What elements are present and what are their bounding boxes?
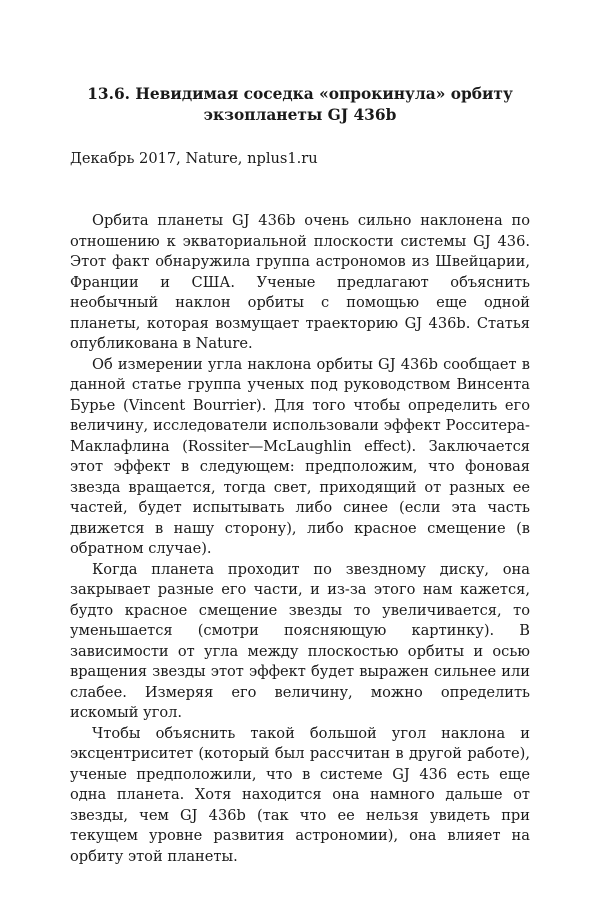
- article-title-line-1: 13.6. Невидимая соседка «опрокинула» орбиту: [87, 85, 513, 103]
- article-title: [70, 84, 530, 126]
- paragraph-3: Когда планета проходит по звездному диску, она закрывает разные его части, и из-за этого нам кажется, будто красное смещение звезды то увеличивается, то уменьшается (смотри поясняющую картинку). В зависимости от угла между плоскостью орбиты и осью вращения звезды этот эффект будет выражен сильнее или слабее. Измеряя его величину, можно определить искомый угол.: [70, 560, 530, 721]
- article-title-line-2: экзопланеты GJ 436b: [203, 106, 397, 124]
- article-meta: Декабрь 2017, Nature, nplus1.ru: [70, 150, 318, 167]
- article-body: [70, 211, 530, 867]
- document-page: [70, 84, 530, 867]
- paragraph-4: Чтобы объяснить такой большой угол наклона и эксцентриситет (который был рассчитан в другой работе), ученые предположили, что в системе GJ 436 есть еще одна планета. Хотя находится она намного дальше от звезды, чем GJ 436b (так что ее нельзя увидеть при текущем уровне развития астрономии), она влияет на орбиту этой планеты.: [70, 724, 530, 865]
- paragraph-1: Орбита планеты GJ 436b очень сильно наклонена по отношению к экваториальной плоскости системы GJ 436. Этот факт обнаружила группа астрономов из Швейцарии, Франции и США. Ученые предлагают объяснить необычный наклон орбиты с помощью еще одной планеты, которая возмущает траекторию GJ 436b. Статья опубликована в Nature.: [70, 212, 530, 352]
- paragraph-2: Об измерении угла наклона орбиты GJ 436b сообщает в данной статье группа ученых под руководством Винсента Бурье (Vincent Bourrier). Для того чтобы определить его величину, исследователи использовали эффект Росситера-Маклафлина (Rossiter—McLaughlin effect). Заключается этот эффект в следующем: предположим, что фоновая звезда вращается, тогда свет, приходящий от разных ее частей, будет испытывать либо синее (если эта часть движется в нашу сторону), либо красное смещение (в обратном случае).: [70, 355, 530, 557]
